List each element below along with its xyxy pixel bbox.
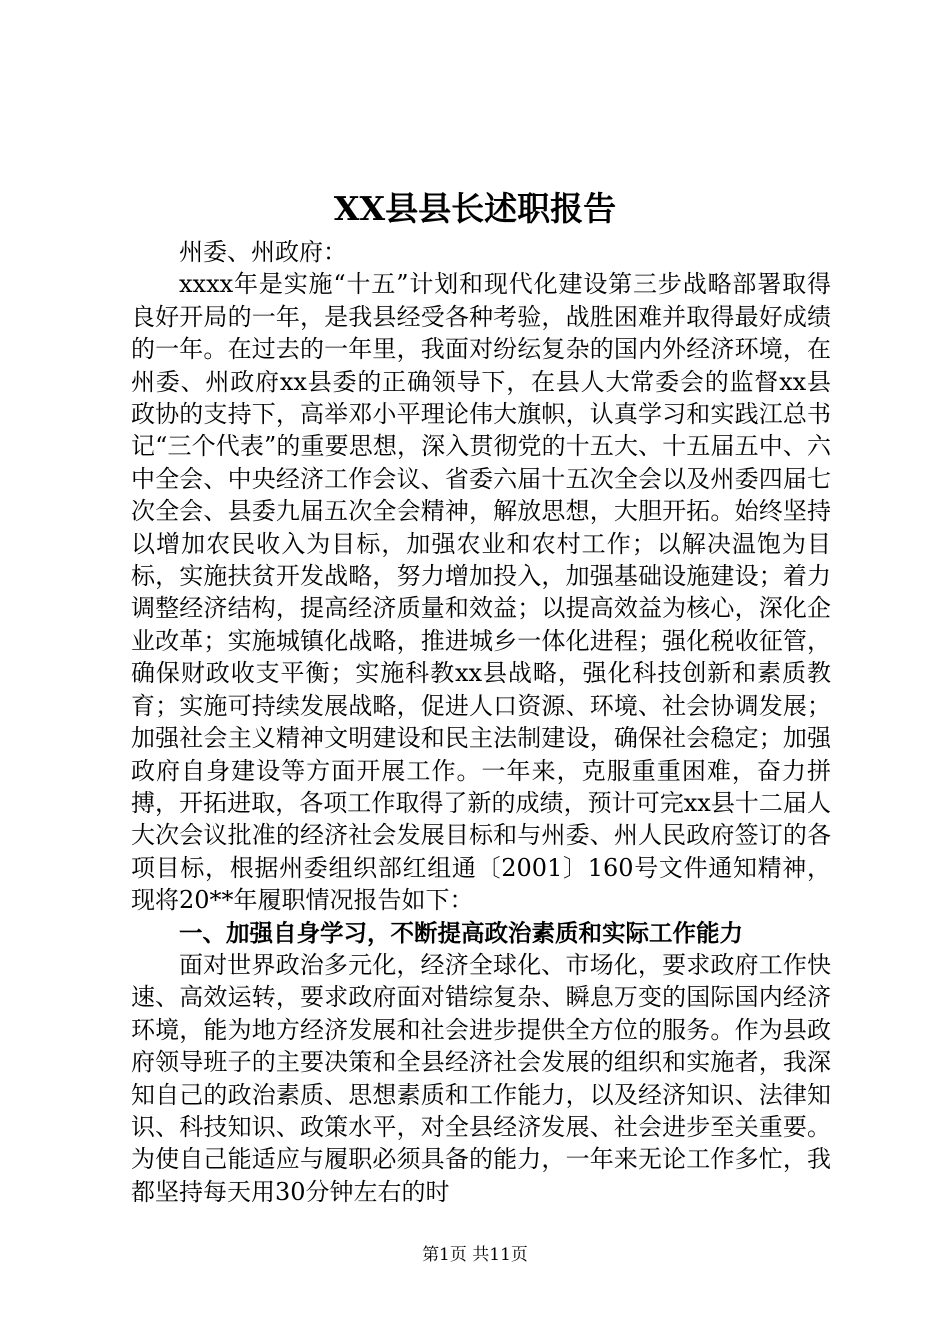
page-indicator: 第1页 共11页 [422,1245,528,1265]
document-body [131,236,831,1208]
section-heading-1: 一、加强自身学习，不断提高政治素质和实际工作能力 [179,918,743,947]
salutation: 州委、州政府： [179,238,347,266]
document-title: XX县县长述职报告 [333,189,617,228]
paragraph-2: 面对世界政治多元化，经济全球化、市场化，要求政府工作快速、高效运转，要求政府面对错综复杂、瞬息万变的国际国内经济环境，能为地方经济发展和社会进步提供全方位的服务。作为县政府领导班子的主要决策和全县经济社会发展的组织和实施者，我深知自己的政治素质、思想素质和工作能力，以及经济知识、法律知识、科技知识、政策水平，对全县经济发展、社会进步至关重要。为使自己能适应与履职必须具备的能力，一年来无论工作多忙，我都坚持每天用30分钟左右的时 [131,950,831,1206]
paragraph-1: xxxx年是实施“十五”计划和现代化建设第三步战略部署取得良好开局的一年，是我县经受各种考验，战胜困难并取得最好成绩的一年。在过去的一年里，我面对纷纭复杂的国内外经济环境，在州委、州政府xx县委的正确领导下，在县人大常委会的监督xx县政协的支持下，高举邓小平理论伟大旗帜，认真学习和实践江总书记“三个代表”的重要思想，深入贯彻党的十五大、十五届五中、六中全会、中央经济工作会议、省委六届十五次全会以及州委四届七次全会、县委九届五次全会精神，解放思想，大胆开拓。始终坚持以增加农民收入为目标，加强农业和农村工作；以解决温饱为目标，实施扶贫开发战略，努力增加投入，加强基础设施建设；着力调整经济结构，提高经济质量和效益；以提高效益为核心，深化企业改革；实施城镇化战略，推进城乡一体化进程；强化税收征管，确保财政收支平衡；实施科教xx县战略，强化科技创新和素质教育；实施可持续发展战略，促进人口资源、环境、社会协调发展；加强社会主义精神文明建设和民主法制建设，确保社会稳定；加强政府自身建设等方面开展工作。一年来，克服重重困难，奋力拼搏，开拓进取，各项工作取得了新的成绩，预计可完xx县十二届人大次会议批准的经济社会发展目标和与州委、州人民政府签订的各项目标，根据州委组织部红组通〔2001〕160号文件通知精神，现将20**年履职情况报告如下： [131,270,831,915]
